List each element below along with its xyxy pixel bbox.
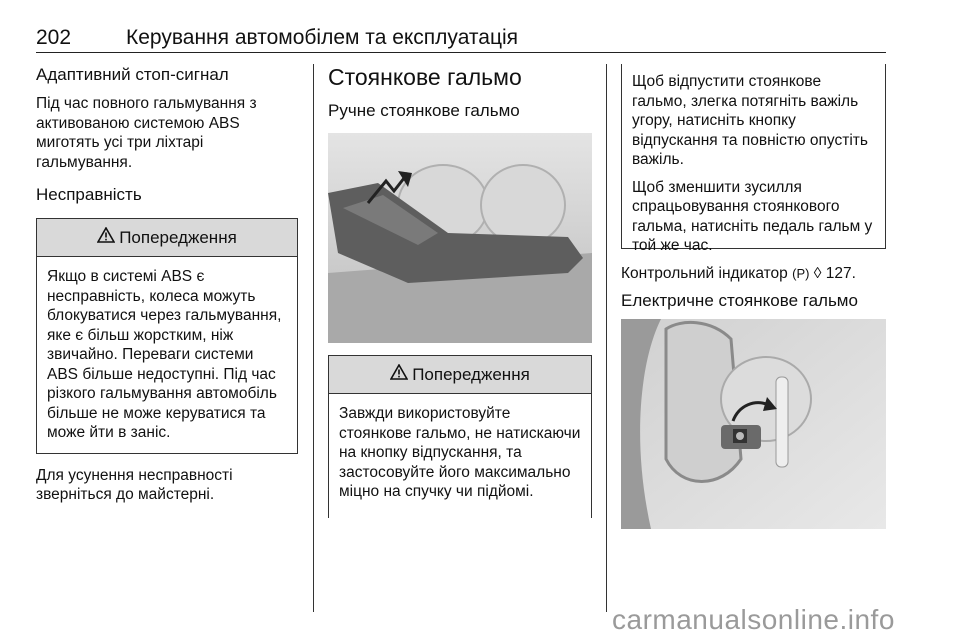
page-reference-arrow-icon: ◊ xyxy=(813,265,822,282)
warning-body xyxy=(622,64,885,266)
column-divider-1 xyxy=(313,64,314,612)
heading-parking-brake: Стоянкове гальмо xyxy=(328,64,522,90)
warning-title: Попередження xyxy=(119,227,237,247)
heading-fault: Несправність xyxy=(36,185,142,204)
warning-triangle-icon xyxy=(97,227,115,248)
electric-parking-brake-image xyxy=(621,319,886,529)
warning-text: Завжди використовуйте стоянкове гальмо, не натискаючи на кнопку відпускання, та застосовуйте його максимально міцно на спучку чи підйомі. xyxy=(339,405,581,500)
indicator-text: Контрольний індикатор xyxy=(621,265,788,282)
reduce-force-instruction: Щоб зменшити зусилля спрацьовування стоянкового гальма, натисніть педаль гальм у той же час. xyxy=(632,178,873,254)
paragraph-abs: Під час повного гальмування з активованою системою ABS миготять усі три ліхтарі гальмування. xyxy=(36,95,257,171)
warning-header xyxy=(37,219,297,257)
heading-manual-parking-brake: Ручне стоянкове гальмо xyxy=(328,101,520,120)
watermark: carmanualsonline.info xyxy=(612,604,895,635)
header-rule xyxy=(36,52,886,53)
indicator-line xyxy=(621,264,886,284)
warning-triangle-icon xyxy=(390,364,408,385)
warning-box-parking xyxy=(328,355,592,518)
parking-brake-indicator-icon: (P) xyxy=(792,266,810,281)
warning-box-abs xyxy=(36,218,298,454)
column-divider-2 xyxy=(606,64,607,612)
manual-parking-brake-image xyxy=(328,133,592,343)
heading-adaptive-brake-light: Адаптивний стоп-сигнал xyxy=(36,65,229,84)
warning-title: Попередження xyxy=(412,364,530,384)
column-1 xyxy=(36,64,298,505)
warning-body xyxy=(329,394,591,512)
release-instruction: Щоб відпустити стоянкове гальмо, злегка потягніть важіль угору, натисніть кнопку відпускання та повністю опустіть важіль. xyxy=(632,73,868,168)
warning-body xyxy=(37,257,297,453)
running-title: Керування автомобілем та експлуатація xyxy=(126,26,519,49)
paragraph-fix: Для усунення несправності зверніться до майстерні. xyxy=(36,466,233,503)
warning-header xyxy=(329,356,591,394)
heading-electric-parking-brake: Електричне стоянкове гальмо xyxy=(621,291,858,310)
column-2 xyxy=(328,64,592,122)
warning-box-continued xyxy=(621,64,886,254)
warning-text: Якщо в системі ABS є несправність, колеса можуть блокуватися через гальмування, яке є більш жорстким, ніж звичайно. Переваги системи ABS більше недоступні. Під час різкого гальмування автомобіль більше не може керуватися та може йти в заніс. xyxy=(47,268,282,441)
indicator-page-reference: 127. xyxy=(825,265,856,282)
page-number: 202 xyxy=(36,26,72,49)
